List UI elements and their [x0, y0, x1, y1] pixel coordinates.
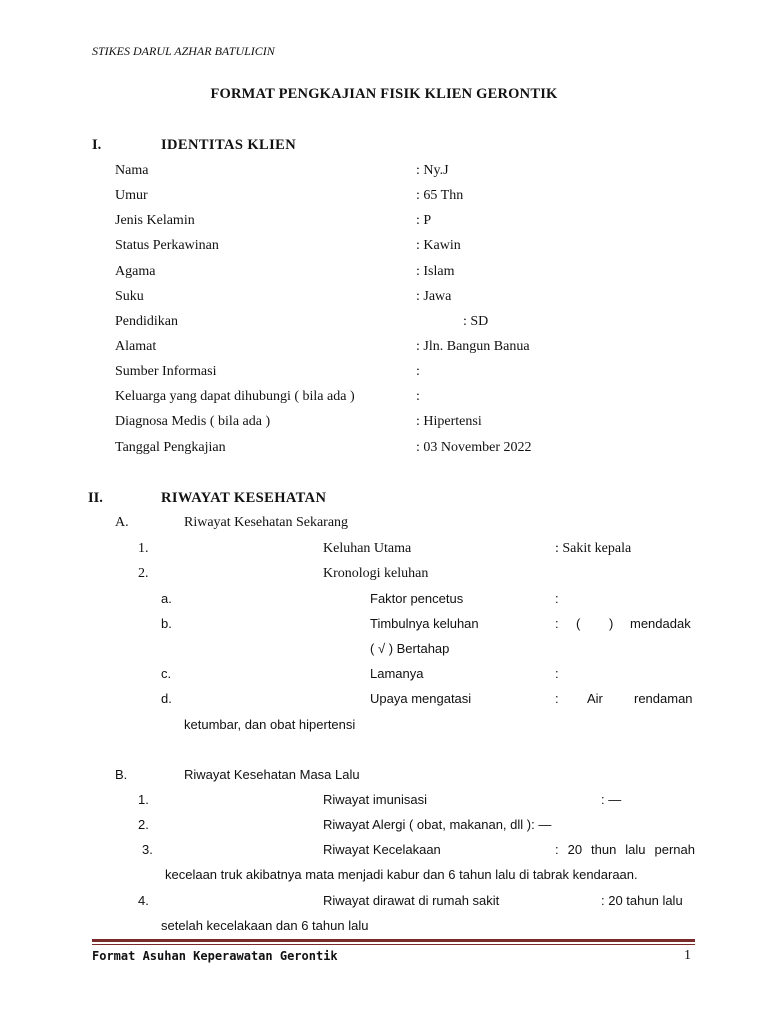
field-label-alamat: Alamat	[115, 339, 157, 354]
sub-b-open-paren: (	[576, 616, 581, 631]
running-header: STIKES DARUL AZHAR BATULICIN	[92, 44, 275, 58]
subsection-b-title: Riwayat Kesehatan Masa Lalu	[184, 767, 360, 782]
section-2-title: RIWAYAT KESEHATAN	[161, 490, 327, 506]
field-label-tanggal-pengkajian: Tanggal Pengkajian	[115, 440, 226, 455]
sub-c-value: :	[555, 666, 559, 681]
sub-d-value-word-1: Air	[587, 691, 603, 706]
field-label-pendidikan: Pendidikan	[115, 314, 178, 329]
field-label-suku: Suku	[115, 289, 144, 304]
item-b4-number: 4.	[138, 893, 149, 908]
sub-b-colon: :	[555, 616, 559, 631]
field-label-agama: Agama	[115, 264, 156, 279]
sub-c-label: Lamanya	[370, 666, 424, 681]
field-label-status-perkawinan: Status Perkawinan	[115, 238, 219, 253]
field-label-nama: Nama	[115, 163, 149, 178]
field-value-diagnosa-medis: : Hipertensi	[416, 414, 482, 429]
sub-c-letter: c.	[161, 666, 172, 681]
field-value-pendidikan: : SD	[463, 314, 489, 329]
sub-d-letter: d.	[161, 691, 172, 706]
item-a1-number: 1.	[138, 541, 149, 556]
item-b4-value-continued: setelah kecelakaan dan 6 tahun lalu	[161, 918, 369, 933]
item-b4-value: : 20 tahun lalu	[601, 893, 683, 908]
field-value-agama: : Islam	[416, 264, 455, 279]
field-value-nama: : Ny.J	[416, 163, 449, 178]
sub-a-label: Faktor pencetus	[370, 591, 464, 606]
item-b3-label: Riwayat Kecelakaan	[323, 842, 441, 857]
item-a2-number: 2.	[138, 566, 149, 581]
item-b1-number: 1.	[138, 792, 149, 807]
footer-rule-thick	[92, 939, 695, 942]
page-number: 1	[684, 948, 691, 963]
sub-d-colon: :	[555, 691, 559, 706]
sub-a-value: :	[555, 591, 559, 606]
item-b3-value: : 20 thun lalu pernah	[555, 842, 695, 857]
field-value-alamat: : Jln. Bangun Banua	[416, 339, 530, 354]
sub-b-option-bertahap: ( √ ) Bertahap	[370, 641, 450, 656]
section-2-number: II.	[88, 490, 103, 506]
footer-rule-thin	[92, 944, 695, 945]
field-label-diagnosa-medis: Diagnosa Medis ( bila ada )	[115, 414, 271, 429]
field-label-jenis-kelamin: Jenis Kelamin	[115, 213, 195, 228]
field-value-tanggal-pengkajian: : 03 November 2022	[416, 440, 532, 455]
field-value-status-perkawinan: : Kawin	[416, 238, 461, 253]
item-a2-label: Kronologi keluhan	[323, 566, 429, 581]
sub-b-label: Timbulnya keluhan	[370, 616, 479, 631]
sub-d-value-continued: ketumbar, dan obat hipertensi	[184, 717, 356, 732]
sub-b-letter: b.	[161, 616, 172, 631]
item-a1-value: : Sakit kepala	[555, 541, 632, 556]
item-a1-label: Keluhan Utama	[323, 541, 412, 556]
field-label-keluarga: Keluarga yang dapat dihubungi ( bila ada )	[115, 389, 355, 404]
field-label-umur: Umur	[115, 188, 148, 203]
item-b1-value: : —	[601, 792, 622, 807]
footer-text: Format Asuhan Keperawatan Gerontik	[92, 949, 338, 963]
field-value-keluarga: :	[416, 389, 420, 404]
sub-b-option-mendadak: mendadak	[630, 616, 691, 631]
sub-d-value-word-2: rendaman	[634, 691, 693, 706]
section-1-title: IDENTITAS KLIEN	[161, 137, 297, 153]
item-b1-label: Riwayat imunisasi	[323, 792, 428, 807]
subsection-a-title: Riwayat Kesehatan Sekarang	[184, 515, 349, 530]
field-value-jenis-kelamin: : P	[416, 213, 432, 228]
field-value-sumber-informasi: :	[416, 364, 420, 379]
item-b3-number: 3.	[142, 842, 153, 857]
item-b4-label: Riwayat dirawat di rumah sakit	[323, 893, 500, 908]
section-1-number: I.	[92, 137, 102, 153]
item-b2-number: 2.	[138, 817, 149, 832]
field-value-suku: : Jawa	[416, 289, 452, 304]
field-value-umur: : 65 Thn	[416, 188, 464, 203]
sub-b-close-paren: )	[609, 616, 614, 631]
subsection-b-letter: B.	[115, 767, 128, 782]
item-b3-value-continued: kecelaan truk akibatnya mata menjadi kabur dan 6 tahun lalu di tabrak kendaraan.	[165, 867, 638, 882]
sub-a-letter: a.	[161, 591, 172, 606]
field-label-sumber-informasi: Sumber Informasi	[115, 364, 217, 379]
sub-d-label: Upaya mengatasi	[370, 691, 472, 706]
item-b2-label: Riwayat Alergi ( obat, makanan, dll ): —	[323, 817, 552, 832]
subsection-a-letter: A.	[115, 515, 129, 530]
document-title: FORMAT PENGKAJIAN FISIK KLIEN GERONTIK	[210, 86, 558, 102]
